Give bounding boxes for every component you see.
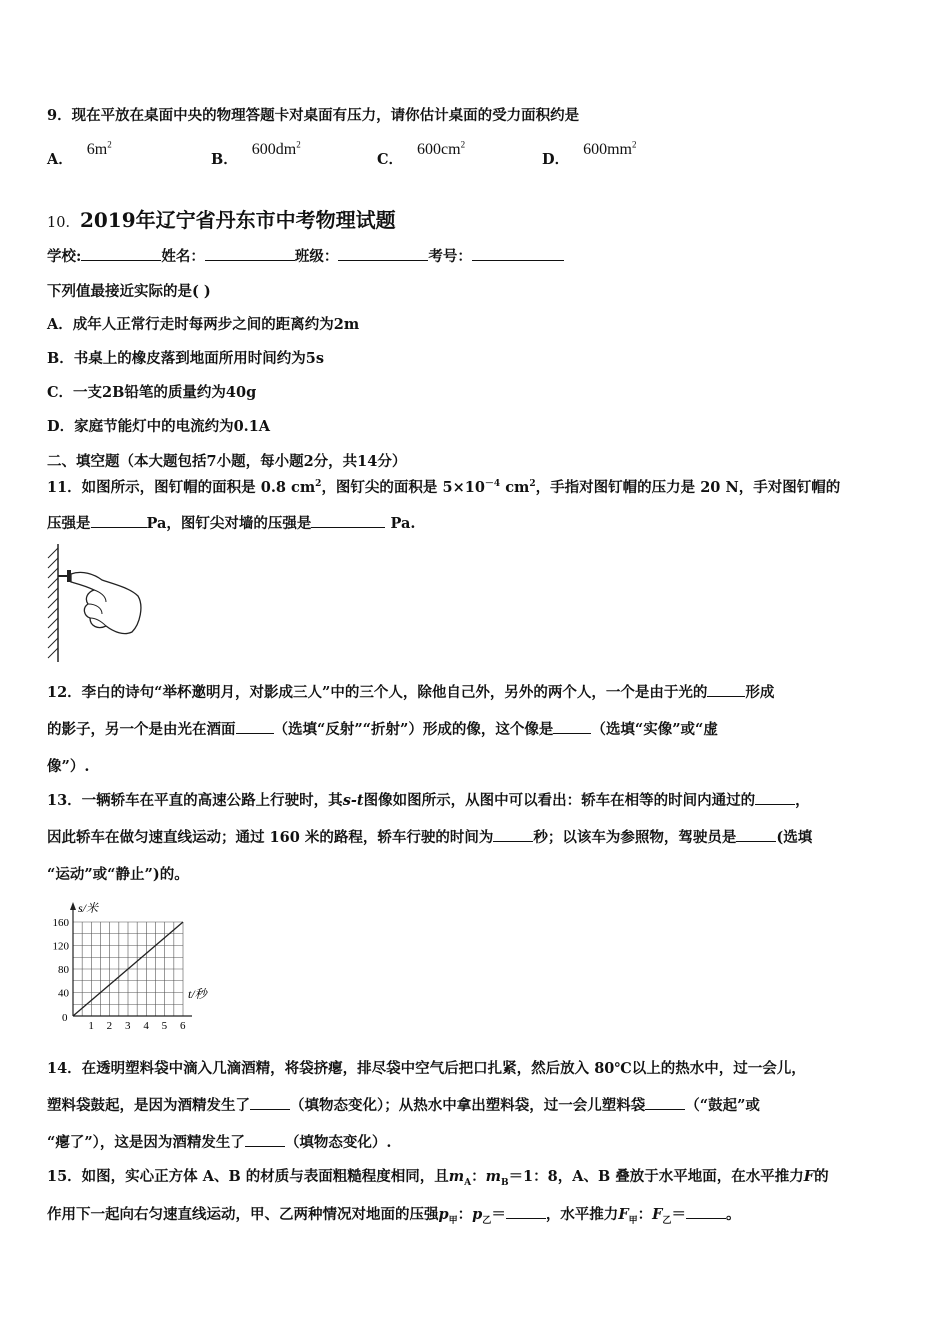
q14-line3: “瘪了”），这是因为酒精发生了 （填物态变化）. [47,1134,392,1151]
q10-option-d: D．家庭节能灯中的电流约为0.1A [47,418,271,435]
q9-stem: 9．现在平放在桌面中央的物理答题卡对桌面有压力，请你估计桌面的受力面积约是 [47,107,580,124]
q10-heading: 10．2019年辽宁省丹东市中考物理试题 [47,208,396,232]
q10-stem: 下列值最接近实际的是( ) [47,283,211,300]
section-heading: 二、填空题（本大题包括7小题，每小题2分，共14分） [47,453,407,470]
q12-line3: 像”）. [47,758,90,775]
q13-line2: 因此轿车在做匀速直线运动；通过 160 米的路程，轿车行驶的时间为 秒；以该车为参照物，驾驶员是 (选填 [47,829,813,846]
q9-option-c: C．$600cm^2$ [377,139,466,168]
x-tick-label: 5 [161,1020,168,1030]
x-tick-label: 6 [180,1020,186,1030]
x-tick-label: 1 [88,1020,94,1030]
q10-option-b: B．书桌上的橡皮落到地面所用时间约为5s [47,350,325,367]
q15-line2: 作用下一起向右匀速直线运动，甲、乙两种情况对地面的压强$p_甲$：$p_乙=$ ，水平推力$F_甲$：$F_乙=$ 。 [47,1206,741,1226]
y-tick-label: 80 [58,964,69,976]
x-tick-label: 4 [143,1020,149,1030]
q11-line2: 压强是 Pa，图钉尖对墙的压强是 Pa. [47,515,416,532]
q11-line1: 11．如图所示，图钉帽的面积是 0.8 $cm^2$，图钉尖的面积是 $5\times 10^{-4}$ $cm^2$，手指对图钉帽的压力是 20 N，手对图钉帽的 [47,479,841,496]
q15-line1: 15．如图，实心正方体 A、B 的材质与表面粗糙程度相同，且$m_A$：$m_B=1$：8，A、B 叠放于水平地面，在水平推力F的 [47,1168,829,1188]
exam-title: 2019年辽宁省丹东市中考物理试题 [79,208,396,232]
q13-line1: 13．一辆轿车在平直的高速公路上行驶时，其s-t图像如图所示，从图中可以看出：轿车在相等的时间内通过的 ， [47,792,810,809]
exam-info-row: 学校: 姓名： 班级： 考号： [47,245,564,266]
q9-option-a: A．$6m^2$ [47,139,112,168]
x-tick-label: 2 [106,1020,113,1030]
q9-option-b: B．$600dm^2$ [211,139,301,168]
y-tick-label: 120 [52,940,69,953]
y-axis-arrow [70,902,76,910]
origin-label: 0 [62,1012,68,1024]
q12-line2: 的影子，另一个是由光在酒面 （选填“反射”“折射”）形成的像，这个像是 （选填“实像”或“虚 [47,721,718,738]
q13-line3: “运动”或“静止”)的。 [47,866,189,883]
q10-option-c: C．一支2B铅笔的质量约为40g [47,384,257,401]
st-chart [40,898,220,1030]
thumbtack-figure [40,540,150,668]
y-tick-label: 160 [52,917,69,929]
y-tick-label: 40 [58,987,69,1000]
q10-option-a: A．成年人正常行走时每两步之间的距离约为2m [47,316,360,333]
q12-line1: 12．李白的诗句“举杯邀明月，对影成三人”中的三个人，除他自己外，另外的两个人，一个是由于光的 形成 [47,684,775,701]
q9-option-d: D．$600mm^2$ [542,139,637,168]
q14-line1: 14．在透明塑料袋中滴入几滴酒精，将袋挤瘪，排尽袋中空气后把口扎紧，然后放入 80℃以上的热水中，过一会儿， [47,1060,806,1077]
x-tick-label: 3 [125,1020,131,1030]
x-axis-label: t/秒 [188,987,207,1001]
y-axis-label: s/米 [78,901,99,915]
q14-line2: 塑料袋鼓起，是因为酒精发生了 （填物态变化）；从热水中拿出塑料袋，过一会儿塑料袋 （“鼓起”或 [47,1097,760,1114]
